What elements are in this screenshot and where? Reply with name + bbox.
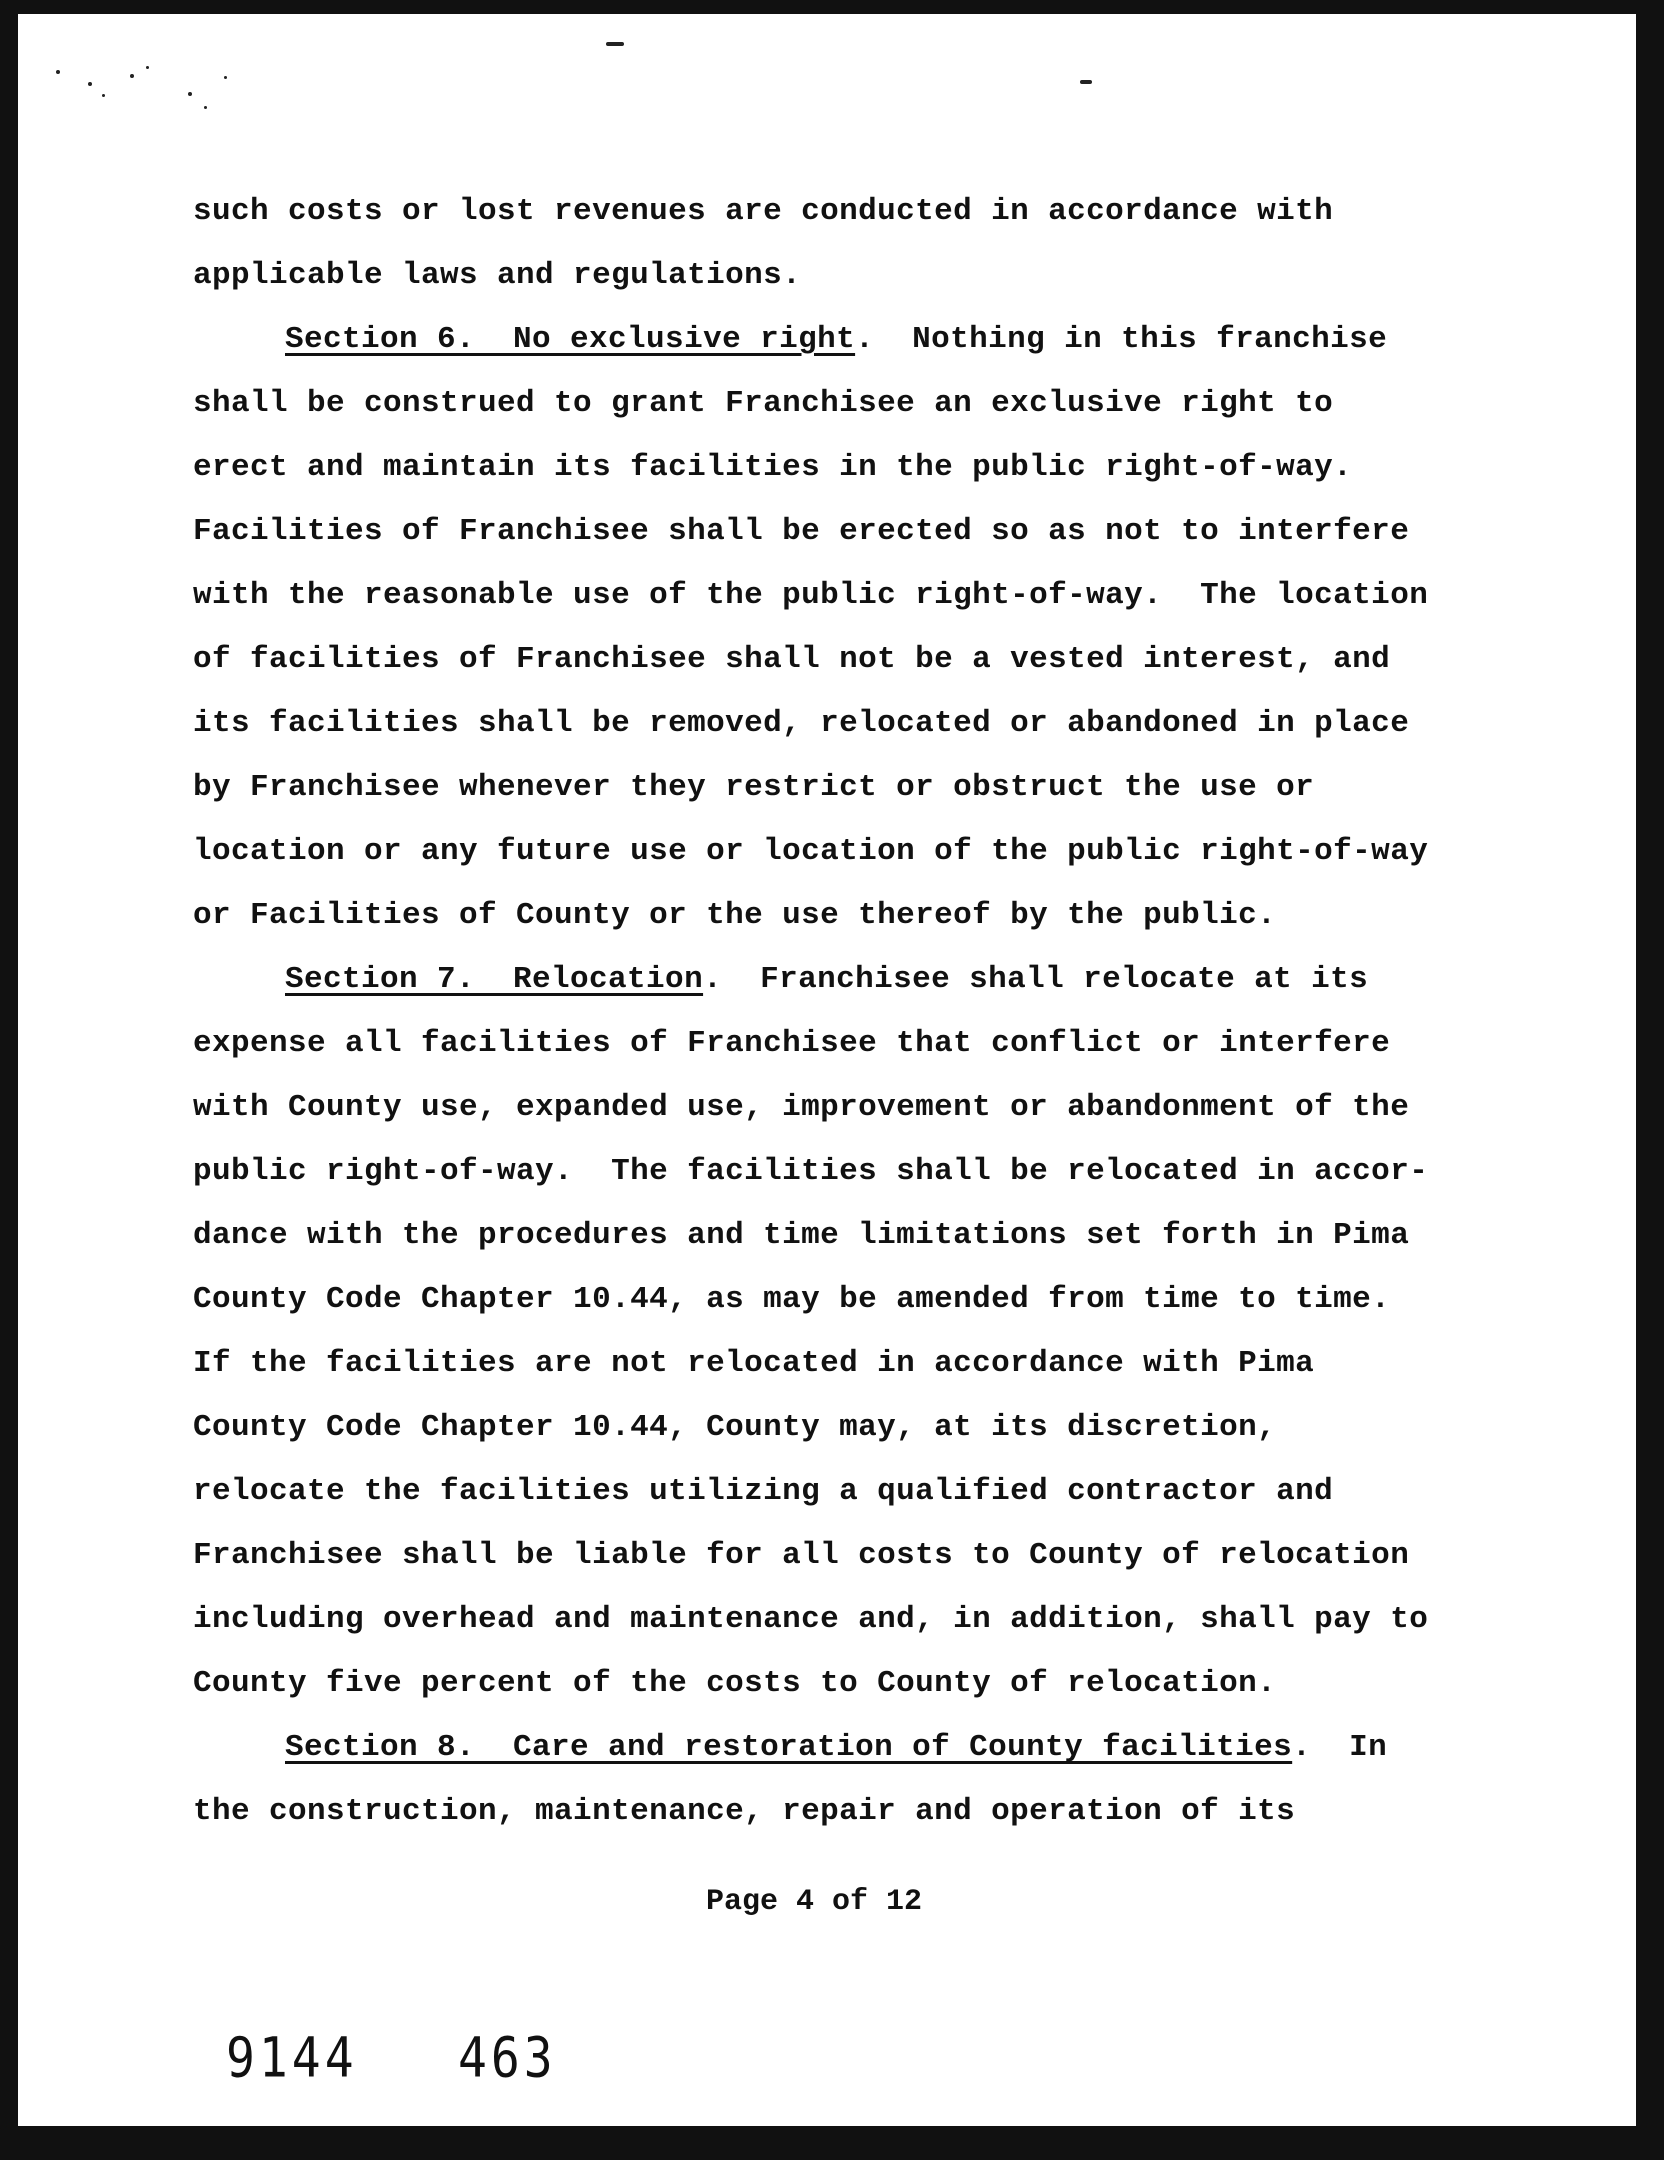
text-line: public right-of-way. The facilities shall be relocated in accor- [193,1154,1429,1189]
scan-speck [188,92,192,96]
page-number: Page 4 of 12 [705,1885,923,1919]
text-line: Franchisee shall be liable for all costs to County of relocation [193,1538,1410,1573]
section-7-first-line [193,948,1493,1012]
scan-speck [146,66,149,69]
section-8-first-line [193,1716,1493,1780]
scan-speck [102,94,105,97]
text-line: by Franchisee whenever they restrict or obstruct the use or [193,770,1315,805]
section-7-heading: Section 7. Relocation [285,962,704,997]
text-line: If the facilities are not relocated in accordance with Pima [193,1346,1315,1381]
scan-speck [56,70,60,74]
document-body [193,180,1493,1844]
text-line: with County use, expanded use, improvement or abandonment of the [193,1090,1410,1125]
text-line: erect and maintain its facilities in the public right-of-way. [193,450,1353,485]
scan-speck [130,74,134,78]
section-8-heading: Section 8. Care and restoration of County facilities [285,1730,1293,1765]
scan-speck [204,106,207,109]
text-line: Facilities of Franchisee shall be erected so as not to interfere [193,514,1410,549]
text-line: County Code Chapter 10.44, as may be amended from time to time. [193,1282,1391,1317]
section-6-first-line [193,308,1493,372]
scan-speck [1080,80,1092,84]
text-line: including overhead and maintenance and, in addition, shall pay to [193,1602,1429,1637]
recording-page-number: 463 [458,2025,557,2091]
text-line: location or any future use or location of the public right-of-way [193,834,1429,869]
text-line: such costs or lost revenues are conducted in accordance with [193,194,1334,229]
section-7-rest: . Franchisee shall relocate at its [703,962,1369,997]
text-line: County Code Chapter 10.44, County may, at its discretion, [193,1410,1277,1445]
section-8-rest: . In [1292,1730,1388,1765]
text-line: the construction, maintenance, repair and operation of its [193,1794,1296,1829]
text-line: County five percent of the costs to County of relocation. [193,1666,1277,1701]
text-line: applicable laws and regulations. [193,258,802,293]
recording-book-number: 9144 [226,2025,358,2091]
scan-speck [606,42,624,46]
section-6-rest: . Nothing in this franchise [855,322,1388,357]
text-line: relocate the facilities utilizing a qualified contractor and [193,1474,1334,1509]
text-line: dance with the procedures and time limitations set forth in Pima [193,1218,1410,1253]
text-line: of facilities of Franchisee shall not be a vested interest, and [193,642,1391,677]
text-line: with the reasonable use of the public right-of-way. The location [193,578,1429,613]
scan-speck [88,82,92,86]
scan-speck [224,76,227,79]
text-line: or Facilities of County or the use thereof by the public. [193,898,1277,933]
text-line: its facilities shall be removed, relocated or abandoned in place [193,706,1410,741]
text-line: expense all facilities of Franchisee that conflict or interfere [193,1026,1391,1061]
section-6-heading: Section 6. No exclusive right [285,322,856,357]
text-line: shall be construed to grant Franchisee an exclusive right to [193,386,1334,421]
